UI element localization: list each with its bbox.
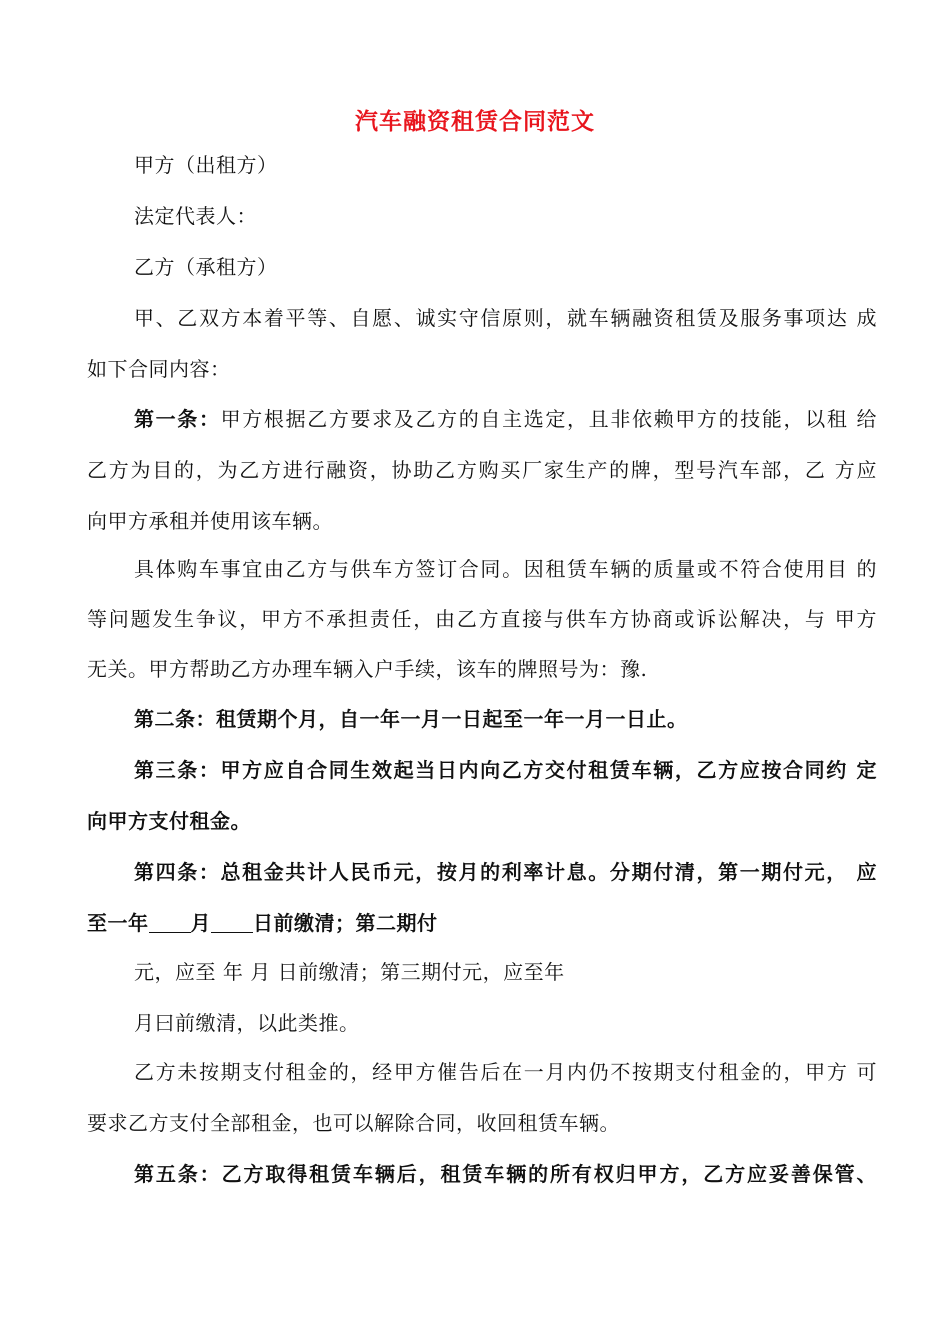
article-1-text: 甲方根据乙方要求及乙方的自主选定，且非依赖甲方的技能，以租 给	[220, 407, 878, 431]
article-3-line-1: 第三条：甲方应自合同生效起当日内向乙方交付租赁车辆，乙方应按合同约 定	[134, 758, 877, 782]
article-1-detail-line-1: 具体购车事宜由乙方与供车方签订合同。因租赁车辆的质量或不符合使用目 的	[134, 557, 877, 581]
legal-representative-label: 法定代表人：	[134, 204, 257, 228]
article-4-line-4: 月曰前缴清，以此类推。	[134, 1011, 360, 1035]
article-2: 第二条：租赁期个月，自一年一月一日起至一年一月一日止。	[134, 707, 688, 731]
article-1-detail-line-3: 无关。甲方帮助乙方办理车辆入户手续，该车的牌照号为：豫.	[87, 657, 648, 681]
party-b-label: 乙方（承租方）	[134, 255, 278, 279]
article-1-line-1	[134, 405, 877, 433]
article-4-overdue-line-1: 乙方未按期支付租金的，经甲方催告后在一月内仍不按期支付租金的，甲方 可	[134, 1060, 877, 1084]
article-1-label: 第一条：	[134, 407, 221, 431]
document-title: 汽车融资租赁合同范文	[355, 109, 595, 135]
article-1-line-2: 乙方为目的，为乙方进行融资，协助乙方购买厂家生产的牌，型号汽车部，乙 方应	[87, 458, 877, 482]
article-4-overdue-line-2: 要求乙方支付全部租金，也可以解除合同，收回租赁车辆。	[87, 1111, 620, 1135]
article-3-line-2: 向甲方支付租金。	[87, 809, 251, 833]
article-5-line-1: 第五条：乙方取得租赁车辆后，租赁车辆的所有权归甲方，乙方应妥善保管、	[134, 1162, 877, 1186]
article-4-line-1: 第四条：总租金共计人民币元，按月的利率计息。分期付清，第一期付元， 应	[134, 860, 877, 884]
blank-underline	[149, 912, 191, 933]
party-a-label: 甲方（出租方）	[134, 153, 278, 177]
blank-underline	[211, 912, 253, 933]
article-4-line-2	[87, 909, 877, 937]
preamble-line-1: 甲、乙双方本着平等、自愿、诚实守信原则，就车辆融资租赁及服务事项达 成	[134, 306, 877, 330]
preamble-line-2: 如下合同内容：	[87, 357, 231, 381]
article-4-line-3: 元，应至 年 月 日前缴清；第三期付元，应至年	[134, 960, 565, 984]
article-4-line-2-part-b: 月	[190, 911, 211, 935]
article-1-line-3: 向甲方承租并使用该车辆。	[87, 509, 333, 533]
article-4-line-2-part-c: 日前缴清；第二期付	[253, 911, 438, 935]
article-1-detail-line-2: 等问题发生争议，甲方不承担责任，由乙方直接与供车方协商或诉讼解决，与 甲方	[87, 607, 877, 631]
article-4-line-2-part-a: 至一年	[87, 911, 149, 935]
